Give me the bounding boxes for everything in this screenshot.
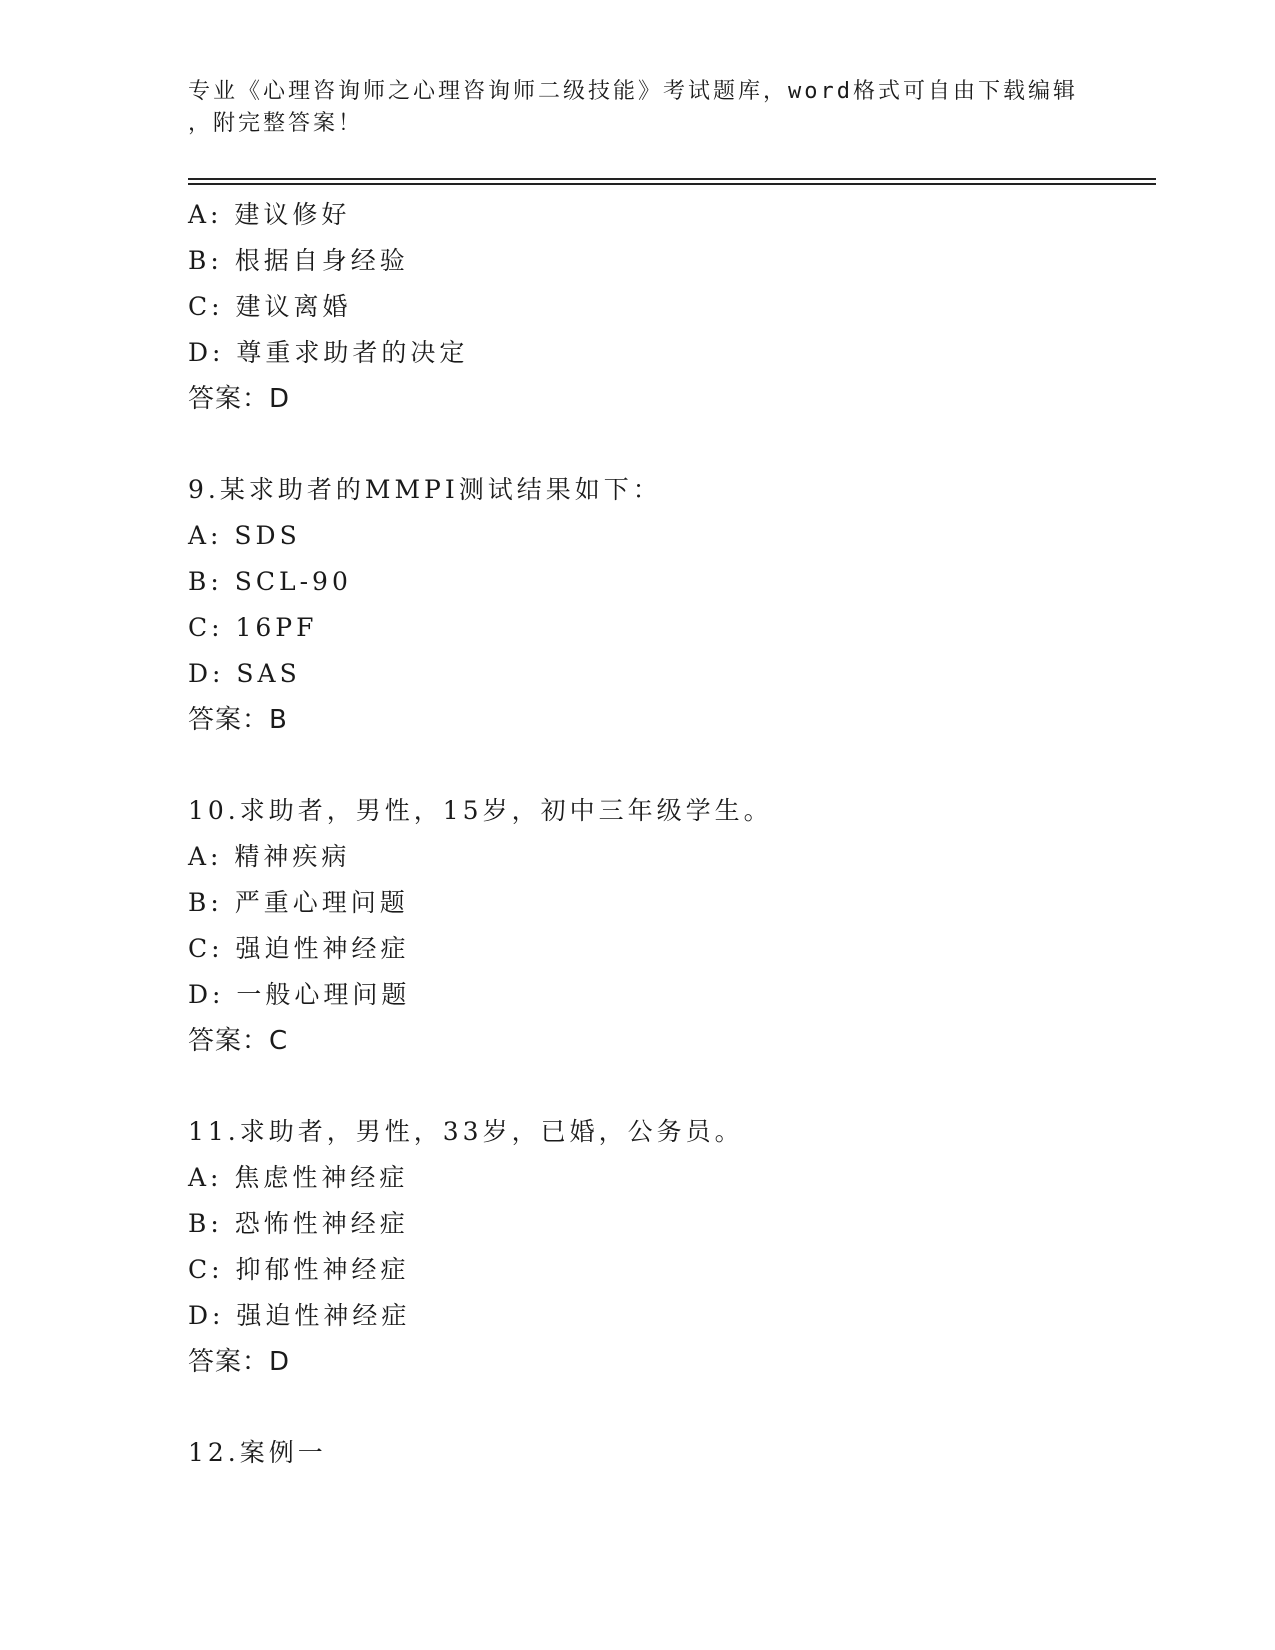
option-c: C: 16PF <box>188 613 318 642</box>
question-text: 9.某求助者的MMPI测试结果如下： <box>188 475 662 504</box>
header-divider-top <box>188 178 1156 180</box>
question-block-11 <box>188 1109 1156 1385</box>
option-b: B: 严重心理问题 <box>188 888 409 917</box>
header-divider-bottom <box>188 183 1156 185</box>
answer-line: 答案：D <box>188 1347 291 1377</box>
answer-line: 答案：D <box>188 384 291 414</box>
question-text: 10.求助者，男性，15岁，初中三年级学生。 <box>188 796 773 825</box>
question-text: 12.案例一 <box>188 1438 327 1467</box>
block-spacer <box>188 1385 1156 1430</box>
option-b: B: 根据自身经验 <box>188 246 409 275</box>
question-list <box>188 192 1156 1476</box>
block-spacer <box>188 1064 1156 1109</box>
block-spacer <box>188 422 1156 467</box>
question-block-10 <box>188 788 1156 1064</box>
option-d: D: 一般心理问题 <box>188 980 411 1009</box>
option-b: B: SCL-90 <box>188 567 352 596</box>
document-header <box>188 76 1078 140</box>
answer-line: 答案：B <box>188 705 288 735</box>
option-c: C: 建议离婚 <box>188 292 352 321</box>
option-a: A: 焦虑性神经症 <box>188 1163 409 1192</box>
question-text: 11.求助者，男性，33岁，已婚，公务员。 <box>188 1117 744 1146</box>
option-a: A: SDS <box>188 521 301 550</box>
option-c: C: 抑郁性神经症 <box>188 1255 410 1284</box>
question-block-9 <box>188 467 1156 743</box>
question-block-12 <box>188 1430 1156 1476</box>
answer-line: 答案：C <box>188 1026 289 1056</box>
option-b: B: 恐怖性神经症 <box>188 1209 409 1238</box>
question-block-8 <box>188 192 1156 422</box>
option-c: C: 强迫性神经症 <box>188 934 410 963</box>
option-a: A: 精神疾病 <box>188 842 351 871</box>
option-d: D: 强迫性神经症 <box>188 1301 411 1330</box>
header-title-line: 专业《心理咨询师之心理咨询师二级技能》考试题库，word格式可自由下载编辑 <box>188 79 1078 104</box>
option-d: D: SAS <box>188 659 301 688</box>
option-a: A: 建议修好 <box>188 200 351 229</box>
header-title-continuation: ，附完整答案！ <box>188 111 364 136</box>
block-spacer <box>188 743 1156 788</box>
option-d: D: 尊重求助者的决定 <box>188 338 469 367</box>
